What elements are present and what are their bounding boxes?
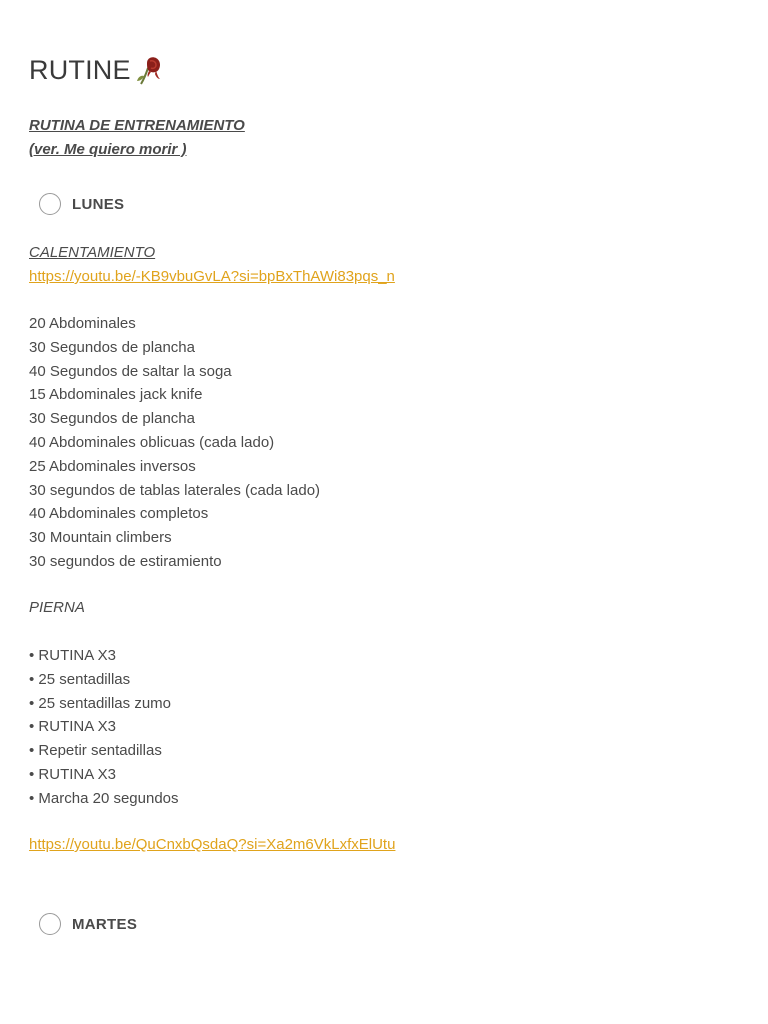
checkbox-circle-icon[interactable]: [39, 193, 61, 215]
subtitle-line-1: RUTINA DE ENTRENAMIENTO: [29, 117, 245, 134]
list-item: • RUTINA X3: [29, 718, 116, 736]
list-item: 25 Abdominales inversos: [29, 457, 196, 475]
checklist-item-martes: [39, 913, 137, 935]
warmup-exercise-list: [29, 312, 320, 574]
subtitle-line-2: (ver. Me quiero morir ): [29, 141, 187, 158]
list-item: 30 Mountain climbers: [29, 529, 172, 547]
list-item: 30 Segundos de plancha: [29, 410, 195, 428]
list-item: 30 Segundos de plancha: [29, 338, 195, 356]
wilted-rose-icon: [135, 54, 165, 86]
legs-exercise-list: [29, 644, 179, 811]
list-item: 40 Abdominales oblicuas (cada lado): [29, 433, 275, 451]
list-item: • Marcha 20 segundos: [29, 789, 179, 807]
legs-video-link[interactable]: https://youtu.be/QuCnxbQsdaQ?si=Xa2m6VkLxfxElUtu: [29, 836, 396, 853]
list-item: 40 Segundos de saltar la soga: [29, 362, 232, 380]
list-item: 20 Abdominales: [29, 315, 136, 332]
list-item: • RUTINA X3: [29, 647, 116, 664]
list-item: • 25 sentadillas: [29, 670, 131, 688]
checklist-item-lunes: [39, 193, 124, 215]
checkbox-circle-icon[interactable]: [39, 913, 61, 935]
list-item: • Repetir sentadillas: [29, 742, 162, 760]
list-item: 15 Abdominales jack knife: [29, 386, 203, 404]
warmup-video-link[interactable]: https://youtu.be/-KB9vbuGvLA?si=bpBxThAWi83pqs_n: [29, 268, 395, 285]
list-item: • 25 sentadillas zumo: [29, 694, 171, 712]
note-title[interactable]: RUTINE: [29, 55, 131, 85]
list-item: 30 segundos de estiramiento: [29, 552, 222, 570]
checklist-label: MARTES: [72, 915, 138, 933]
list-item: • RUTINA X3: [29, 765, 116, 783]
warmup-heading: CALENTAMIENTO: [29, 244, 156, 261]
legs-heading: PIERNA: [29, 599, 85, 616]
list-item: 40 Abdominales completos: [29, 505, 209, 523]
checklist-label: LUNES: [72, 195, 125, 213]
list-item: 30 segundos de tablas laterales (cada lado): [29, 481, 321, 499]
title-row: [29, 52, 165, 88]
